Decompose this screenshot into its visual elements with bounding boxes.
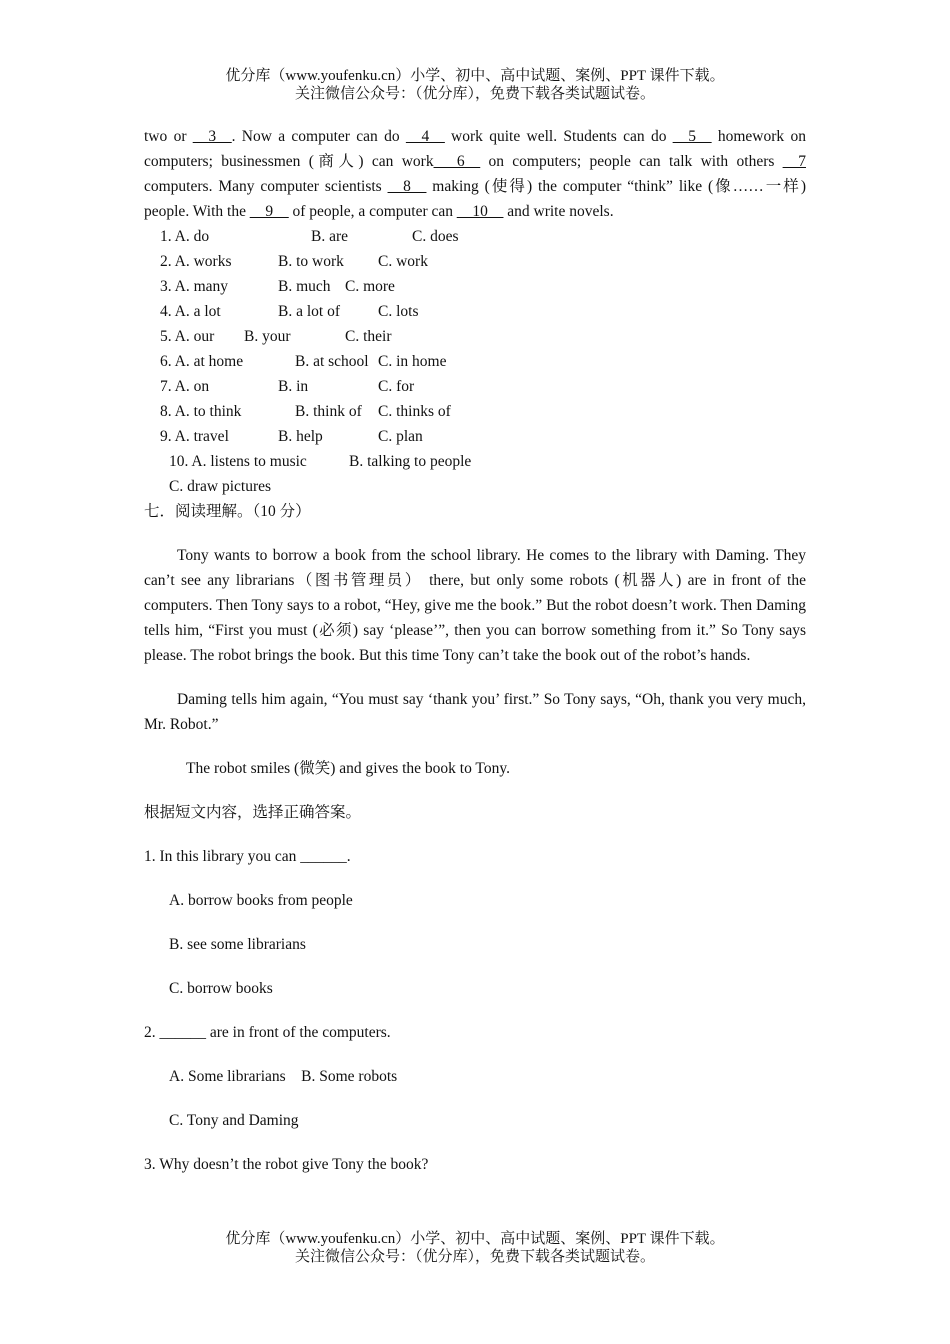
option-c: C. for	[378, 378, 415, 395]
page-footer	[0, 1230, 950, 1266]
blank-9: __9__	[249, 203, 289, 220]
option-b: B. your	[244, 328, 291, 345]
option-a: 7. A. on	[160, 378, 210, 395]
blank-3: __3__	[192, 128, 232, 145]
option-row-9	[144, 424, 806, 449]
cloze-text: computers. Many computer scientists	[144, 178, 388, 195]
header-line-2: 关注微信公众号：（优分库），免费下载各类试题试卷。	[294, 86, 655, 102]
option-row-10	[144, 449, 806, 474]
cloze-text: work quite well. Students can do	[444, 128, 673, 145]
passage-paragraph-1: Tony wants to borrow a book from the school library. He comes to the library with Daming. They can’t see any librarians（图书管理员） there, but only some robots (机器人) are in front of the computers. Then Tony says to a robot, “Hey, give me the book.” But the robot doesn’t work. Then Daming tells him, “First you must (必须) say ‘please’”, then you can borrow something from it.” So Tony says please. The robot brings the book. But this time Tony can’t take the book out of the robot’s hands.	[144, 547, 806, 664]
option-row-2	[144, 249, 806, 274]
option-c: C. their	[345, 328, 392, 345]
question-1-option-a: A. borrow books from people	[169, 892, 353, 909]
blank-5: __5__	[672, 128, 712, 145]
option-c: C. work	[378, 253, 428, 270]
option-a: 3. A. many	[160, 278, 229, 295]
cloze-text: homework on computers; businessmen (商人) can work	[144, 128, 806, 170]
option-a: 2. A. works	[160, 253, 232, 270]
option-b: B. at school	[295, 353, 369, 370]
option-b: B. talking to people	[349, 453, 472, 470]
option-b: B. a lot of	[278, 303, 340, 320]
option-row-1	[144, 224, 806, 249]
option-a: 9. A. travel	[160, 428, 229, 445]
footer-line-2: 关注微信公众号：（优分库），免费下载各类试题试卷。	[294, 1249, 655, 1265]
blank-4: __4__	[405, 128, 445, 145]
option-row-4	[144, 299, 806, 324]
option-c: C. draw pictures	[169, 478, 272, 495]
instruction: 根据短文内容，选择正确答案。	[144, 804, 362, 821]
cloze-passage	[144, 124, 806, 224]
option-row-6	[144, 349, 806, 374]
option-c: C. lots	[378, 303, 419, 320]
option-a: 10. A. listens to music	[169, 453, 307, 470]
passage-paragraph-2: Daming tells him again, “You must say ‘thank you’ first.” So Tony says, “Oh, thank you very much, Mr. Robot.”	[144, 691, 806, 733]
question-1: 1. In this library you can ______.	[144, 848, 351, 865]
option-row-3	[144, 274, 806, 299]
cloze-text: on computers; people can talk with others	[480, 153, 783, 170]
blank-8: __8__	[387, 178, 427, 195]
cloze-text: two or	[144, 128, 193, 145]
option-c: C. thinks of	[378, 403, 451, 420]
option-c: C. plan	[378, 428, 423, 445]
cloze-text: making (使得) the computer “think” like (像……一样) people. With the	[144, 178, 806, 220]
option-c: C. does	[412, 228, 459, 245]
option-a: 4. A. a lot	[160, 303, 221, 320]
cloze-text: . Now a computer can do	[231, 128, 406, 145]
option-a: 1. A. do	[160, 228, 210, 245]
option-a: 5. A. our	[160, 328, 215, 345]
cloze-options	[144, 224, 806, 499]
question-2-option-c: C. Tony and Daming	[169, 1112, 299, 1129]
question-1-option-c: C. borrow books	[169, 980, 273, 997]
option-a: 8. A. to think	[160, 403, 242, 420]
question-3: 3. Why doesn’t the robot give Tony the book?	[144, 1156, 429, 1173]
option-a: 6. A. at home	[160, 353, 244, 370]
question-2: 2. ______ are in front of the computers.	[144, 1024, 391, 1041]
option-b: B. are	[311, 228, 349, 245]
section-title: 七．阅读理解。（10 分）	[144, 503, 311, 520]
blank-10: __10__	[456, 203, 504, 220]
blank-6: ___6__	[433, 153, 481, 170]
option-b: B. in	[278, 378, 309, 395]
option-b: B. help	[278, 428, 323, 445]
option-row-7	[144, 374, 806, 399]
option-row-8	[144, 399, 806, 424]
page-content	[144, 124, 806, 1177]
option-c: C. in home	[378, 353, 447, 370]
header-line-1: 优分库（www.youfenku.cn）小学、初中、高中试题、案例、PPT 课件下载。	[225, 68, 725, 84]
question-1-option-b: B. see some librarians	[169, 936, 306, 953]
passage-paragraph-3: The robot smiles (微笑) and gives the book to Tony.	[186, 760, 510, 777]
cloze-text: of people, a computer can	[288, 203, 457, 220]
cloze-text: and write novels.	[503, 203, 614, 220]
option-row-10-c	[144, 474, 806, 499]
option-b: B. much	[278, 278, 331, 295]
option-c: C. more	[345, 278, 395, 295]
option-row-5	[144, 324, 806, 349]
option-b: B. think of	[295, 403, 362, 420]
question-2-options-ab: A. Some librarians B. Some robots	[169, 1068, 398, 1085]
page-header	[0, 67, 950, 103]
option-b: B. to work	[278, 253, 344, 270]
blank-7: __7	[782, 153, 806, 170]
footer-line-1: 优分库（www.youfenku.cn）小学、初中、高中试题、案例、PPT 课件下载。	[225, 1231, 725, 1247]
